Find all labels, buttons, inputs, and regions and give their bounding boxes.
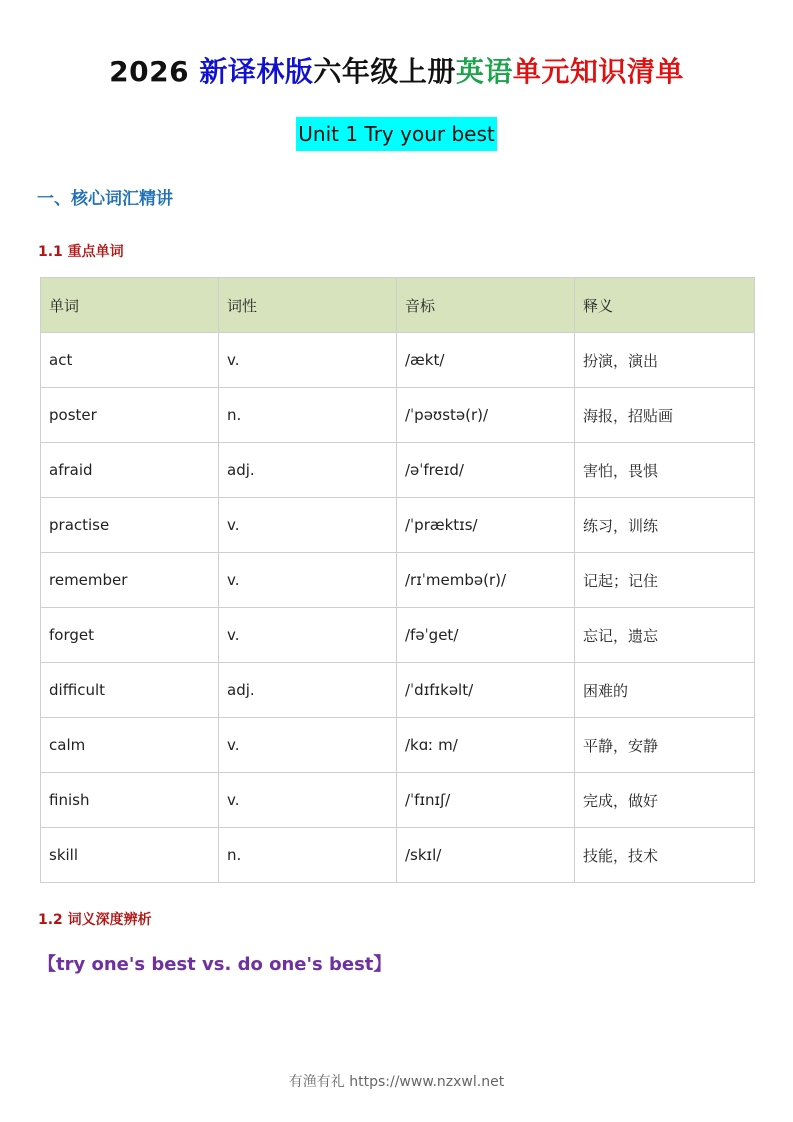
table-row [41, 553, 755, 608]
header-phonetic: 音标 [397, 278, 575, 333]
table-row [41, 608, 755, 663]
header-meaning: 释义 [575, 278, 755, 333]
cell-meaning: 扮演，演出 [575, 333, 755, 388]
cell-part-of-speech: v. [219, 718, 397, 773]
cell-part-of-speech: v. [219, 608, 397, 663]
cell-word: act [41, 333, 219, 388]
cell-phonetic: /kɑː m/ [397, 718, 575, 773]
cell-word: remember [41, 553, 219, 608]
cell-phonetic: /rɪˈmembə(r)/ [397, 553, 575, 608]
cell-meaning: 完成，做好 [575, 773, 755, 828]
cell-phonetic: /əˈfreɪd/ [397, 443, 575, 498]
table-row [41, 773, 755, 828]
cell-part-of-speech: adj. [219, 663, 397, 718]
cell-word: difficult [41, 663, 219, 718]
cell-meaning: 忘记，遗忘 [575, 608, 755, 663]
cell-word: finish [41, 773, 219, 828]
cell-phonetic: /fəˈget/ [397, 608, 575, 663]
cell-meaning: 平静，安静 [575, 718, 755, 773]
title-part-year: 2026 [109, 55, 200, 88]
section-heading-vocabulary: 一、核心词汇精讲 [37, 189, 173, 209]
unit-title: Unit 1 Try your best [296, 117, 496, 151]
cell-word: calm [41, 718, 219, 773]
table-row [41, 333, 755, 388]
cell-word: skill [41, 828, 219, 883]
cell-part-of-speech: v. [219, 498, 397, 553]
cell-phonetic: /skɪl/ [397, 828, 575, 883]
cell-word: practise [41, 498, 219, 553]
comparison-title: 【try one's best vs. do one's best】 [38, 954, 392, 975]
cell-phonetic: /ˈdɪfɪkəlt/ [397, 663, 575, 718]
vocabulary-table [40, 277, 755, 883]
subsection-heading-word-analysis: 1.2 词义深度辨析 [38, 912, 152, 928]
unit-title-wrapper [0, 117, 793, 151]
cell-phonetic: /ækt/ [397, 333, 575, 388]
table-row [41, 718, 755, 773]
header-word: 单词 [41, 278, 219, 333]
cell-part-of-speech: v. [219, 553, 397, 608]
cell-part-of-speech: v. [219, 333, 397, 388]
cell-meaning: 技能，技术 [575, 828, 755, 883]
table-row [41, 443, 755, 498]
cell-part-of-speech: adj. [219, 443, 397, 498]
cell-meaning: 海报，招贴画 [575, 388, 755, 443]
cell-part-of-speech: n. [219, 828, 397, 883]
title-part-grade: 六年级上册 [313, 55, 456, 88]
cell-part-of-speech: n. [219, 388, 397, 443]
cell-meaning: 记起；记住 [575, 553, 755, 608]
cell-meaning: 练习，训练 [575, 498, 755, 553]
table-header-row [41, 278, 755, 333]
header-part-of-speech: 词性 [219, 278, 397, 333]
cell-phonetic: /ˈpræktɪs/ [397, 498, 575, 553]
document-title [0, 50, 793, 90]
table-row [41, 388, 755, 443]
cell-word: afraid [41, 443, 219, 498]
table-row [41, 663, 755, 718]
cell-meaning: 害怕，畏惧 [575, 443, 755, 498]
cell-meaning: 困难的 [575, 663, 755, 718]
cell-phonetic: /ˈfɪnɪʃ/ [397, 773, 575, 828]
cell-word: forget [41, 608, 219, 663]
title-part-list: 单元知识清单 [512, 55, 684, 88]
cell-word: poster [41, 388, 219, 443]
footer-watermark: 有渔有礼 https://www.nzxwl.net [288, 1074, 505, 1090]
cell-part-of-speech: v. [219, 773, 397, 828]
subsection-heading-key-words: 1.1 重点单词 [38, 244, 124, 260]
cell-phonetic: /ˈpəʊstə(r)/ [397, 388, 575, 443]
table-row [41, 498, 755, 553]
table-row [41, 828, 755, 883]
title-part-subject: 英语 [455, 55, 513, 88]
title-part-edition: 新译林版 [199, 55, 314, 88]
